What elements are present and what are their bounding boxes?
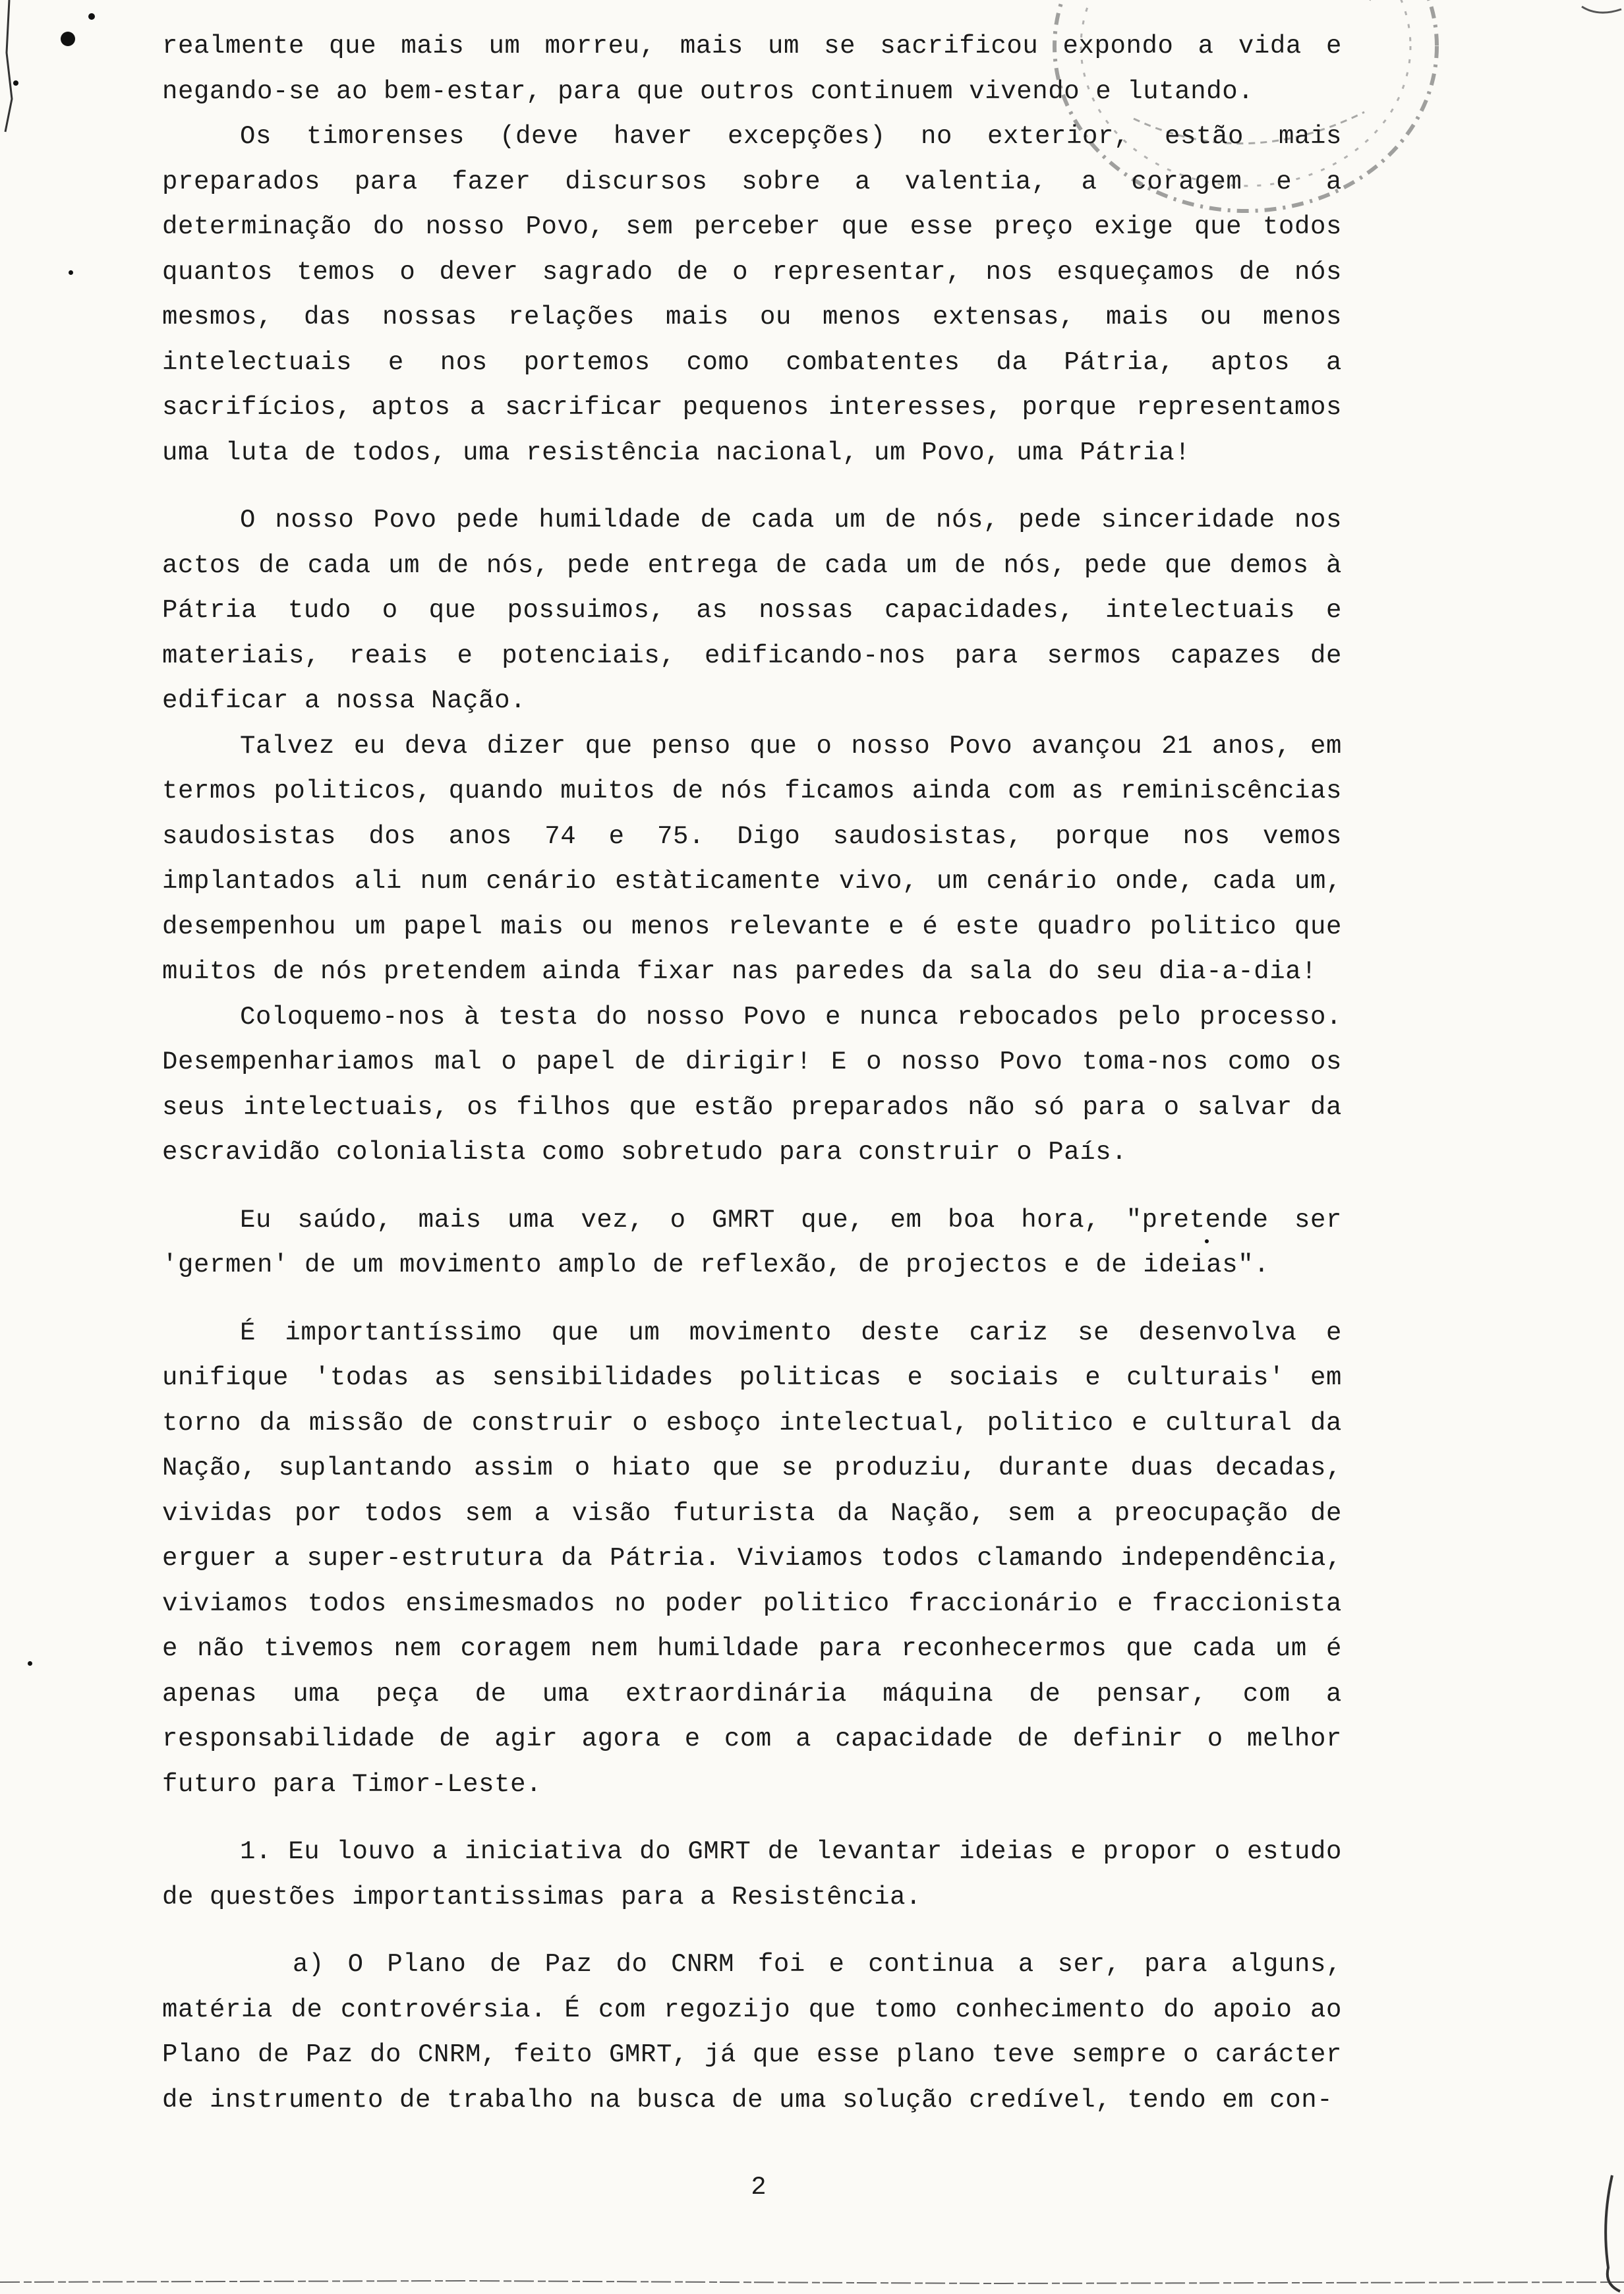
page-edge-mark bbox=[0, 0, 26, 2294]
paragraph-7: É importantíssimo que um movimento deste cariz se desenvolva e unifique 'todas as sensibilidades politicas e sociais e culturais' em torno da missão de construir o esboço intelectual, politico e cultural da Nação, suplantando assim o hiato que se produziu, durante duas decadas, vividas por todos sem a visão futurista da Nação, sem a preocupação de erguer a super-estrutura da Pátria. Viviamos todos clamando independência, viviamos todos ensimesmados no poder politico fraccionário e fraccionista e não tivemos nem coragem nem humildade para reconhecermos que cada um é apenas uma peça de uma extraordinária máquina de pensar, com a responsabilidade de agir agora e com a capacidade de definir o melhor futuro para Timor-Leste. bbox=[162, 1318, 1342, 1799]
body-text bbox=[162, 24, 1342, 2123]
page-number: 2 bbox=[751, 2173, 767, 2202]
paragraph-9: a) O Plano de Paz do CNRM foi e continua a ser, para alguns, matéria de controvérsia. É com regozijo que tomo conhecimento do apoio ao Plano de Paz do CNRM, feito GMRT, já que esse plano teve sempre o carácter de instrumento de trabalho na busca de uma solução credível, tendo em con- bbox=[162, 1950, 1342, 2115]
page-edge-mark bbox=[1569, 0, 1624, 26]
scan-speck bbox=[69, 270, 73, 275]
scan-speck bbox=[28, 1661, 32, 1666]
paragraph-8: 1. Eu louvo a iniciativa do GMRT de levantar ideias e propor o estudo de questões importantissimas para a Resistência. bbox=[162, 1837, 1342, 1912]
scan-speck bbox=[1205, 1239, 1209, 1243]
scan-speck bbox=[88, 13, 95, 20]
page-edge-mark bbox=[0, 2268, 1624, 2294]
paragraph-1: realmente que mais um morreu, mais um se sacrificou expondo a vida e negando-se ao bem-estar, para que outros continuem vivendo e lutando. bbox=[162, 32, 1342, 106]
scan-speck bbox=[61, 32, 75, 46]
paragraph-5: Coloquemo-nos à testa do nosso Povo e nunca rebocados pelo processo. Desempenhariamos mal o papel de dirigir! E o nosso Povo toma-nos como os seus intelectuais, os filhos que estão preparados não só para o salvar da escravidão colonialista como sobretudo para construir o País. bbox=[162, 1002, 1342, 1167]
paragraph-2: Os timorenses (deve haver excepções) no exterior, estão mais preparados para fazer discursos sobre a valentia, a coragem e a determinação do nosso Povo, sem perceber que esse preço exige que todos quantos temos o dever sagrado de o representar, nos esqueçamos de nós mesmos, das nossas relações mais ou menos extensas, mais ou menos intelectuais e nos portemos como combatentes da Pátria, aptos a sacrifícios, aptos a sacrificar pequenos interesses, porque representamos uma luta de todos, uma resistência nacional, um Povo, uma Pátria! bbox=[162, 122, 1342, 467]
paragraph-4: Talvez eu deva dizer que penso que o nosso Povo avançou 21 anos, em termos politicos, quando muitos de nós ficamos ainda com as reminiscências saudosistas dos anos 74 e 75. Digo saudosistas, porque nos vemos implantados ali num cenário estàticamente vivo, um cenário onde, cada um, desempenhou um papel mais ou menos relevante e é este quadro politico que muitos de nós pretendem ainda fixar nas paredes da sala do seu dia-a-dia! bbox=[162, 731, 1342, 986]
paragraph-6: Eu saúdo, mais uma vez, o GMRT que, em boa hora, "pretende ser 'germen' de um movimento amplo de reflexão, de projectos e de ideias". bbox=[162, 1205, 1342, 1279]
paragraph-3: O nosso Povo pede humildade de cada um de nós, pede sinceridade nos actos de cada um de nós, pede entrega de cada um de nós, pede que demos à Pátria tudo o que possuimos, as nossas capacidades, intelectuais e materiais, reais e potenciais, edificando-nos para sermos capazes de edificar a nossa Nação. bbox=[162, 506, 1342, 715]
